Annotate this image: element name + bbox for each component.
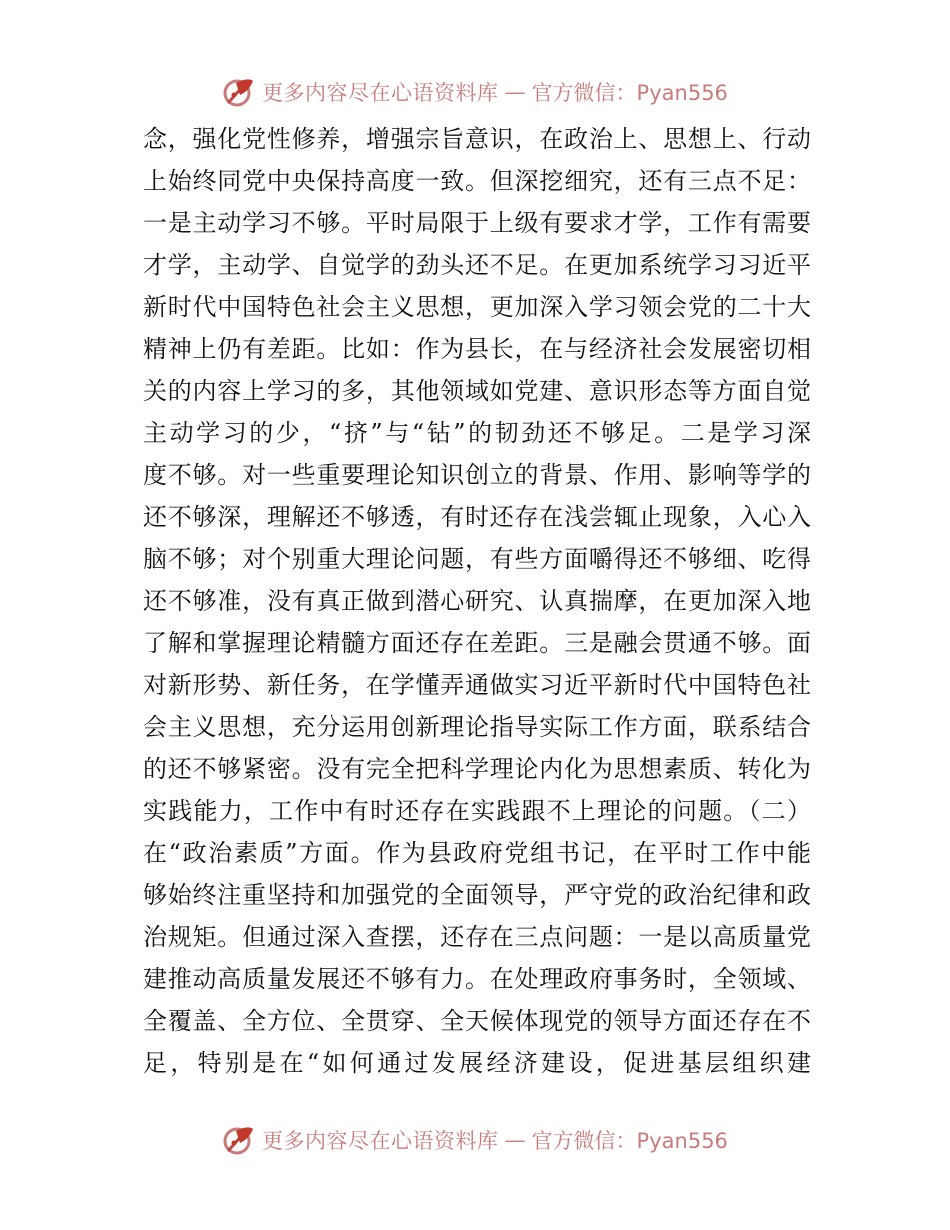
text-line: 建推动高质量发展还不够有力。在处理政府事务时，全领域、	[143, 965, 811, 993]
text-line: 新时代中国特色社会主义思想，更加深入学习领会党的二十大	[143, 293, 811, 321]
document-body	[143, 118, 811, 1084]
text-line: 一是主动学习不够。平时局限于上级有要求才学，工作有需要	[143, 209, 811, 237]
footer-watermark-group	[222, 1123, 728, 1157]
header-watermark-group	[222, 75, 728, 109]
feather-logo-icon	[222, 1123, 256, 1157]
text-line: 才学，主动学、自觉学的劲头还不足。在更加系统学习习近平	[143, 251, 811, 279]
text-line: 了解和掌握理论精髓方面还存在差距。三是融会贯通不够。面	[143, 629, 811, 657]
text-line: 关的内容上学习的多，其他领域如党建、意识形态等方面自觉	[143, 377, 811, 405]
text-line: 还不够深，理解还不够透，有时还存在浅尝辄止现象，入心入	[143, 503, 811, 531]
header-watermark-banner	[0, 72, 950, 112]
text-line: 精神上仍有差距。比如：作为县长，在与经济社会发展密切相	[143, 335, 811, 363]
text-line: 治规矩。但通过深入查摆，还存在三点问题：一是以高质量党	[143, 923, 811, 951]
header-site-text: 更多内容尽在心语资料库	[262, 81, 499, 105]
header-wechat-text: 官方微信：Pyan556	[531, 81, 728, 105]
text-line: 够始终注重坚持和加强党的全面领导，严守党的政治纪律和政	[143, 881, 811, 909]
text-line: 在“政治素质”方面。作为县政府党组书记，在平时工作中能	[143, 839, 811, 867]
footer-site-text: 更多内容尽在心语资料库	[262, 1129, 499, 1153]
feather-logo-icon	[222, 75, 256, 109]
text-line: 脑不够；对个别重大理论问题，有些方面嚼得还不够细、吃得	[143, 545, 811, 573]
text-line: 还不够准，没有真正做到潜心研究、认真揣摩，在更加深入地	[143, 587, 811, 615]
text-line: 全覆盖、全方位、全贯穿、全天候体现党的领导方面还存在不	[143, 1007, 811, 1035]
text-line: 上始终同党中央保持高度一致。但深挖细究，还有三点不足：	[143, 167, 811, 195]
footer-dash: —	[504, 1128, 526, 1152]
text-line: 念，强化党性修养，增强宗旨意识，在政治上、思想上、行动	[143, 125, 811, 153]
text-line: 会主义思想，充分运用创新理论指导实际工作方面，联系结合	[143, 713, 811, 741]
text-line: 度不够。对一些重要理论知识创立的背景、作用、影响等学的	[143, 461, 811, 489]
text-line: 主动学习的少，“挤”与“钻”的韧劲还不够足。二是学习深	[143, 419, 811, 447]
text-line: 足，特别是在“如何通过发展经济建设，促进基层组织建	[143, 1049, 811, 1077]
footer-watermark-banner	[0, 1120, 950, 1160]
text-line: 对新形势、新任务，在学懂弄通做实习近平新时代中国特色社	[143, 671, 811, 699]
text-line: 的还不够紧密。没有完全把科学理论内化为思想素质、转化为	[143, 755, 811, 783]
text-line: 实践能力，工作中有时还存在实践跟不上理论的问题。（二）	[143, 797, 811, 825]
footer-wechat-text: 官方微信：Pyan556	[531, 1129, 728, 1153]
header-dash: —	[504, 80, 526, 104]
